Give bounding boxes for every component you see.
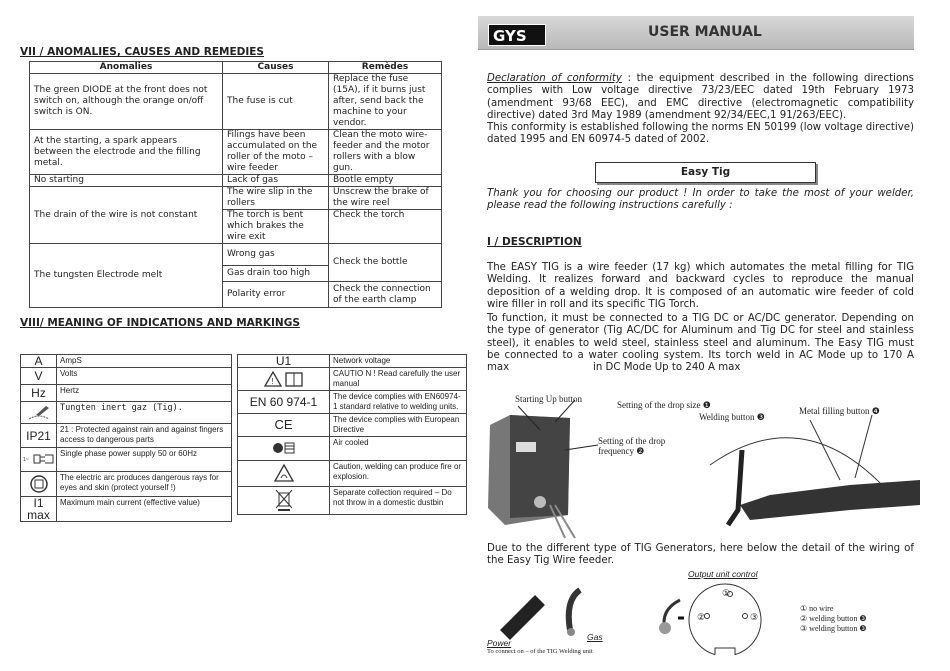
cause-cell: Wrong gas: [223, 244, 329, 266]
pin-legend-item: ③ welding button ❸: [800, 624, 867, 633]
declaration-label: Declaration of conformity: [487, 73, 622, 84]
table-row: [30, 74, 442, 130]
meaning: AmpS: [57, 355, 232, 368]
meaning: Network voltage: [330, 355, 467, 368]
section-8-title: VIII/ MEANING OF INDICATIONS AND MARKINGS: [20, 317, 300, 329]
cause-cell: Lack of gas: [223, 175, 329, 187]
col-header: Causes: [223, 62, 329, 74]
remedy-cell: Bootle empty: [329, 175, 442, 187]
crossed-bin-icon: [238, 487, 330, 515]
remedy-cell: Check the connection of the earth clamp: [329, 282, 442, 308]
wiring-text: Due to the different type of TIG Generators, here below the detail of the wiring of the Easy Tig Wire feeder.: [487, 543, 914, 567]
symbol: A: [21, 355, 57, 368]
description-paragraph-3: in DC Mode Up to 240 A max: [593, 362, 741, 373]
symbol: IP21: [21, 424, 57, 448]
meaning: Hertz: [57, 385, 232, 402]
pin-1-label: ①: [722, 588, 731, 598]
cause-cell: The wire slip in the rollers: [223, 187, 329, 210]
meaning: The device complies with European Directive: [330, 414, 467, 437]
remedy-cell: Check the torch: [329, 210, 442, 244]
pin-legend-item: ① no wire: [800, 604, 834, 613]
anomalies-table: [29, 61, 442, 308]
table-row: [30, 175, 442, 187]
fire-warning-icon: [238, 461, 330, 487]
meaning: The electric arc produces dangerous rays for eyes and skin (protect yourself !): [57, 472, 232, 497]
air-cooled-icon: [238, 437, 330, 461]
power-label: Power: [487, 638, 512, 648]
declaration-paragraph: [487, 73, 914, 147]
cause-cell: Filings have been accumulated on the roller of the moto – wire feeder: [223, 130, 329, 175]
svg-text:!: !: [271, 376, 274, 386]
callout-metal-filling: Metal filling button ❹: [799, 406, 880, 416]
meaning: Separate collection required – Do not throw in a domestic dustbin: [330, 487, 467, 515]
meaning: 21 : Protected against rain and against fingers access to dangerous parts: [57, 424, 232, 448]
description-paragraph-2: To function, it must be connected to a TIG DC or AC/DC generator. Depending on the type of generator (Tig AC/DC for Aluminum and Tig DC for steel and stainless steel), it enables to weld steel, stainless steel and aluminum. The Easy TIG must be connected to a water cooling system. Its torch weld in AC Mode up to 170 A max: [487, 313, 914, 374]
cause-cell: Gas drain too high: [223, 266, 329, 282]
callout-drop-size: Setting of the drop size ❶: [617, 400, 711, 410]
symbols-table-right: [237, 354, 467, 515]
callout-starting-up: Starting Up button: [515, 394, 582, 404]
pin-legend: [800, 604, 867, 634]
pin-legend-item: ② welding button ❸: [800, 614, 867, 623]
col-header: Remèdes: [329, 62, 442, 74]
power-subtext: To connect on – of the TIG Welding unit: [487, 648, 593, 655]
arc-rays-icon: [21, 472, 57, 497]
remedy-cell: Unscrew the brake of the wire reel: [329, 187, 442, 210]
meaning: The device complies with EN60974-1 standard relative to welding units.: [330, 391, 467, 414]
meaning: Caution, welding can produce fire or explosion.: [330, 461, 467, 487]
tig-torch-icon: [21, 402, 57, 424]
gys-logo: GYS: [488, 24, 546, 46]
cause-cell: Polarity error: [223, 282, 329, 308]
callout-welding-button: Welding button ❸: [699, 412, 765, 422]
caution-manual-icon: [238, 368, 330, 391]
ce-mark: CE: [238, 414, 330, 437]
pin-3-label: ③: [750, 612, 759, 622]
product-name-box: Easy Tig: [595, 162, 816, 183]
declaration-text: : the equipment described in the following directions complies with Low voltage directive 73/23/EEC dated 19th February 1973 (amendment 93/68 EEC), and EMC directive (electromagnetic compatibility directive) dated 3rd May 1989 (amendment 92/34/EEC,1 91/263/EEC).: [487, 73, 914, 121]
callout-drop-frequency: Setting of the drop frequency ❷: [598, 436, 666, 456]
anomaly-cell: The green DIODE at the front does not switch on, although the orange on/off switch is ON.: [30, 74, 223, 130]
output-unit-control-label: Output unit control: [688, 569, 758, 579]
symbol: EN 60 974-1: [238, 391, 330, 414]
gas-label: Gas: [587, 632, 603, 642]
meaning: Volts: [57, 368, 232, 385]
meaning: Maximum main current (effective value): [57, 497, 232, 522]
symbol: I1 max: [21, 497, 57, 522]
symbol: V: [21, 368, 57, 385]
anomaly-cell: No starting: [30, 175, 223, 187]
table-row: [30, 187, 442, 210]
table-row: [30, 130, 442, 175]
section-1-title: I / DESCRIPTION: [487, 236, 582, 248]
anomaly-cell: The tungsten Electrode melt: [30, 244, 223, 308]
anomaly-cell: The drain of the wire is not constant: [30, 187, 223, 244]
remedy-cell: Clean the moto wire-feeder and the motor rollers with a blow gun.: [329, 130, 442, 175]
symbol: U1: [238, 355, 330, 368]
meaning: CAUTIO N ! Read carefully the user manual: [330, 368, 467, 391]
conformity-text: This conformity is established following the norms EN 50199 (low voltage directive) dated 1995 and EN 60974-5 dated of 2002.: [487, 122, 914, 146]
section-7-title: VII / ANOMALIES, CAUSES AND REMEDIES: [20, 46, 264, 58]
anomaly-cell: At the starting, a spark appears between the electrode and the filling metal.: [30, 130, 223, 175]
header-title: USER MANUAL: [648, 24, 762, 40]
meaning: Air cooled: [330, 437, 467, 461]
meaning: Single phase power supply 50 or 60Hz: [57, 448, 232, 472]
remedy-cell: Check the bottle: [329, 244, 442, 282]
symbol: Hz: [21, 385, 57, 402]
svg-text:1~: 1~: [22, 457, 29, 463]
header-banner: [478, 16, 914, 50]
cause-cell: The torch is bent which brakes the wire exit: [223, 210, 329, 244]
description-paragraph-1: The EASY TIG is a wire feeder (17 kg) which automates the metal filling for TIG Welding. It realizes forward and backward cycles to reproduce the manual deposition of a welding drop. It is composed of an automatic wire feeder of cold wire filler in roll and its specific TIG Torch.: [487, 262, 914, 310]
table-row: [30, 244, 442, 266]
meaning: Tungten inert gaz (Tig).: [57, 402, 232, 424]
remedy-cell: Replace the fuse (15A), if it burns just after, send back the machine to your vendor.: [329, 74, 442, 130]
single-phase-plug-icon: [21, 448, 57, 472]
symbols-table-left: [20, 354, 232, 522]
cause-cell: The fuse is cut: [223, 74, 329, 130]
col-header: Anomalies: [30, 62, 223, 74]
thanks-text: Thank you for choosing our product ! In order to take the most of your welder, please read the following instructions carefully :: [487, 188, 914, 212]
pin-2-label: ②: [697, 612, 706, 622]
